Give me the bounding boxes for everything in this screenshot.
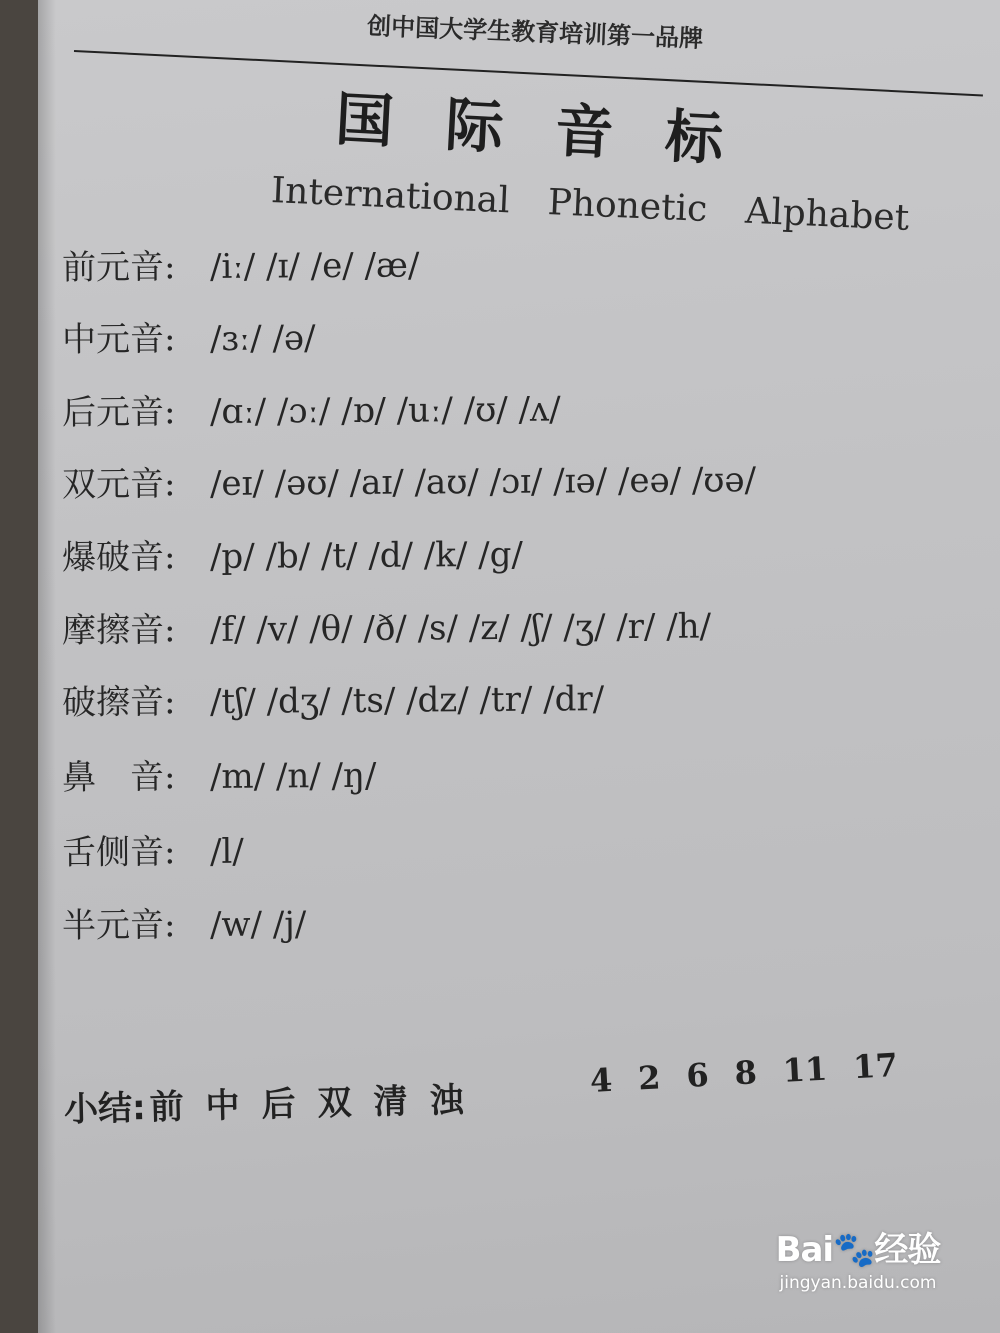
sound-row-diphthongs xyxy=(62,452,756,506)
summary-counts xyxy=(589,1045,925,1100)
summary-char: 后 xyxy=(261,1084,297,1126)
title-char: 国 xyxy=(333,84,396,156)
title-char: 标 xyxy=(663,102,725,174)
sound-row-front-vowels xyxy=(62,238,420,289)
sound-row-fricatives xyxy=(62,598,711,652)
title-char: 际 xyxy=(443,90,506,162)
summary-char: 浊 xyxy=(429,1080,465,1122)
row-sounds: /l/ xyxy=(209,831,244,872)
sound-row-lateral xyxy=(62,824,244,874)
summary-count: 2 xyxy=(637,1058,662,1098)
sound-row-plosives xyxy=(62,527,523,579)
row-sounds: /iː/ /ɪ/ /e/ /æ/ xyxy=(209,245,420,287)
book-page xyxy=(38,0,1000,1333)
row-label: 破擦音: xyxy=(61,682,176,723)
row-label: 爆破音: xyxy=(61,537,176,578)
sound-row-affricates xyxy=(62,671,604,724)
running-header: 创中国大学生教育培训第一品牌 xyxy=(366,11,704,53)
row-sounds: /ɜː/ /ə/ xyxy=(209,318,316,359)
row-sounds: /f/ /v/ /θ/ /ð/ /s/ /z/ /ʃ/ /ʒ/ /r/ /h/ xyxy=(209,606,712,650)
subtitle-word: Alphabet xyxy=(744,190,911,239)
summary-count: 8 xyxy=(733,1053,758,1093)
row-sounds: /tʃ/ /dʒ/ /ts/ /dz/ /tr/ /dr/ xyxy=(209,679,605,722)
row-sounds: /ɑː/ /ɔː/ /ɒ/ /uː/ /ʊ/ /ʌ/ xyxy=(209,389,561,432)
summary-count: 6 xyxy=(685,1055,710,1095)
subtitle-word: International xyxy=(270,170,511,222)
summary-char: 清 xyxy=(373,1081,409,1123)
summary-count: 17 xyxy=(852,1045,899,1087)
row-label: 双元音: xyxy=(61,464,176,505)
page-subtitle xyxy=(270,170,948,240)
row-sounds: /p/ /b/ /t/ /d/ /k/ /g/ xyxy=(209,534,523,577)
summary-line xyxy=(63,1072,486,1131)
row-label: 摩擦音: xyxy=(61,610,176,651)
sound-row-nasals xyxy=(62,748,377,799)
row-label: 半元音: xyxy=(61,905,176,946)
subtitle-word: Phonetic xyxy=(546,182,709,231)
row-sounds: /eɪ/ /əʊ/ /aɪ/ /aʊ/ /ɔɪ/ /ɪə/ /eə/ /ʊə/ xyxy=(209,460,757,504)
row-label: 鼻 音: xyxy=(61,757,176,798)
baidu-jingyan-watermark xyxy=(768,1222,948,1293)
row-label: 前元音: xyxy=(61,247,176,288)
row-sounds: /w/ /j/ xyxy=(209,904,307,945)
summary-char: 中 xyxy=(205,1085,241,1127)
sound-row-semivowels xyxy=(62,896,307,947)
row-sounds: /m/ /n/ /ŋ/ xyxy=(209,755,377,797)
page-title xyxy=(334,72,778,179)
row-label: 中元音: xyxy=(61,319,176,360)
page-binding-shadow xyxy=(38,0,56,1333)
summary-char: 双 xyxy=(317,1082,353,1124)
title-char: 音 xyxy=(553,96,615,168)
summary-label: 小结: xyxy=(63,1088,147,1130)
sound-row-central-vowels xyxy=(62,310,316,361)
row-label: 后元音: xyxy=(61,392,176,433)
summary-count: 11 xyxy=(781,1049,829,1090)
summary-count: 4 xyxy=(589,1060,614,1100)
watermark-logo: Bai🐾经验 xyxy=(775,1230,941,1270)
row-label: 舌侧音: xyxy=(61,832,176,873)
sound-row-back-vowels xyxy=(62,382,561,434)
watermark-url: jingyan.baidu.com xyxy=(779,1273,937,1293)
summary-char: 前 xyxy=(149,1087,185,1128)
